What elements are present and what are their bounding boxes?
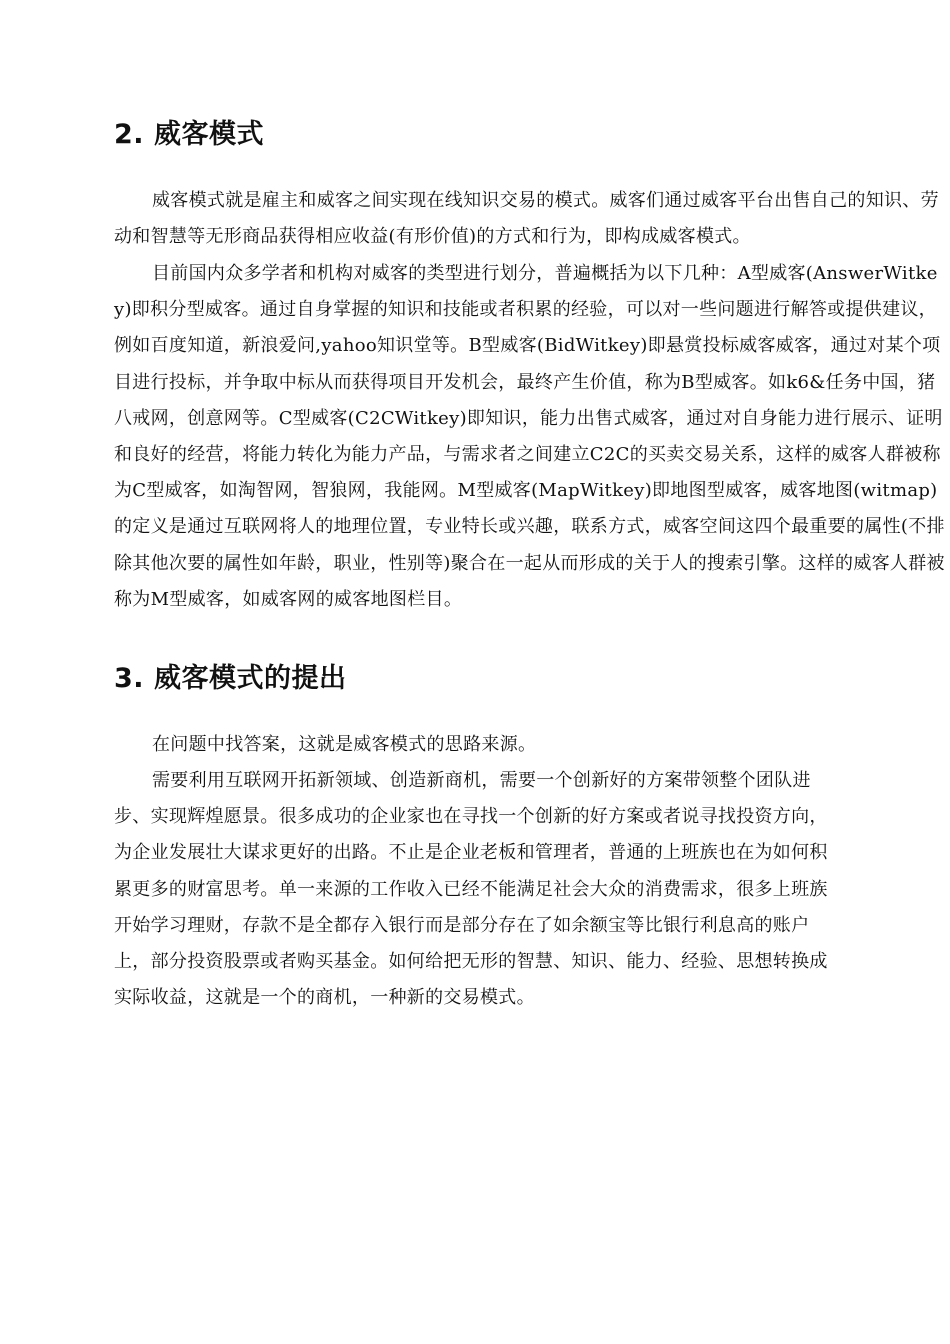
section-number: 3. <box>114 663 145 694</box>
paragraph-business-opportunity: 需要利用互联网开拓新领域、创造新商机，需要一个创新好的方案带领整个团队进步、实现辉煌愿景。很多成功的企业家也在寻找一个创新的好方案或者说寻找投资方向，为企业发展壮大谋求更好的出路。不止是企业老板和管理者，普通的上班族也在为如何积累更多的财富思考。单一来源的工作收入已经不能满足社会大众的消费需求，很多上班族开始学习理财，存款不是全都存入银行而是部分存在了如余额宝等比银行利息高的账户上，部分投资股票或者购买基金。如何给把无形的智慧、知识、能力、经验、思想转换成实际收益，这就是一个的商机，一种新的交易模式。 <box>114 770 828 1009</box>
section-title: 威客模式 <box>154 119 265 150</box>
paragraph-witkey-types: 目前国内众多学者和机构对威客的类型进行划分，普遍概括为以下几种：A型威客(AnswerWitkey)即积分型威客。通过自身掌握的知识和技能或者积累的经验，可以对一些问题进行解答或提供建议，例如百度知道，新浪爱问,yahoo知识堂等。B型威客(BidWitkey)即悬赏投标威客威客，通过对某个项目进行投标，并争取中标从而获得项目开发机会，最终产生价值，称为B型威客。如k6&任务中国，猪八戒网，创意网等。C型威客(C2CWitkey)即知识，能力出售式威客，通过对自身能力进行展示、证明和良好的经营，将能力转化为能力产品，与需求者之间建立C2C的买卖交易关系，这样的威客人群被称为C型威客，如淘智网，智狼网，我能网。M型威客(MapWitkey)即地图型威客，威客地图(witmap)的定义是通过互联网将人的地理位置，专业特长或兴趣，联系方式，威客空间这四个最重要的属性(不排除其他次要的属性如年龄，职业，性别等)聚合在一起从而形成的关于人的搜索引擎。这样的威客人群被称为M型威客，如威客网的威客地图栏目。 <box>114 263 945 610</box>
section-number: 2. <box>114 119 145 150</box>
paragraph-idea-source: 在问题中找答案，这就是威客模式的思路来源。 <box>152 734 537 755</box>
paragraph-witkey-definition: 威客模式就是雇主和威客之间实现在线知识交易的模式。威客们通过威客平台出售自己的知识、劳动和智慧等无形商品获得相应收益(有形价值)的方式和行为，即构成威客模式。 <box>114 190 939 248</box>
section-heading-2 <box>114 117 264 153</box>
section-title: 威客模式的提出 <box>154 663 347 694</box>
section-heading-3 <box>114 661 347 697</box>
